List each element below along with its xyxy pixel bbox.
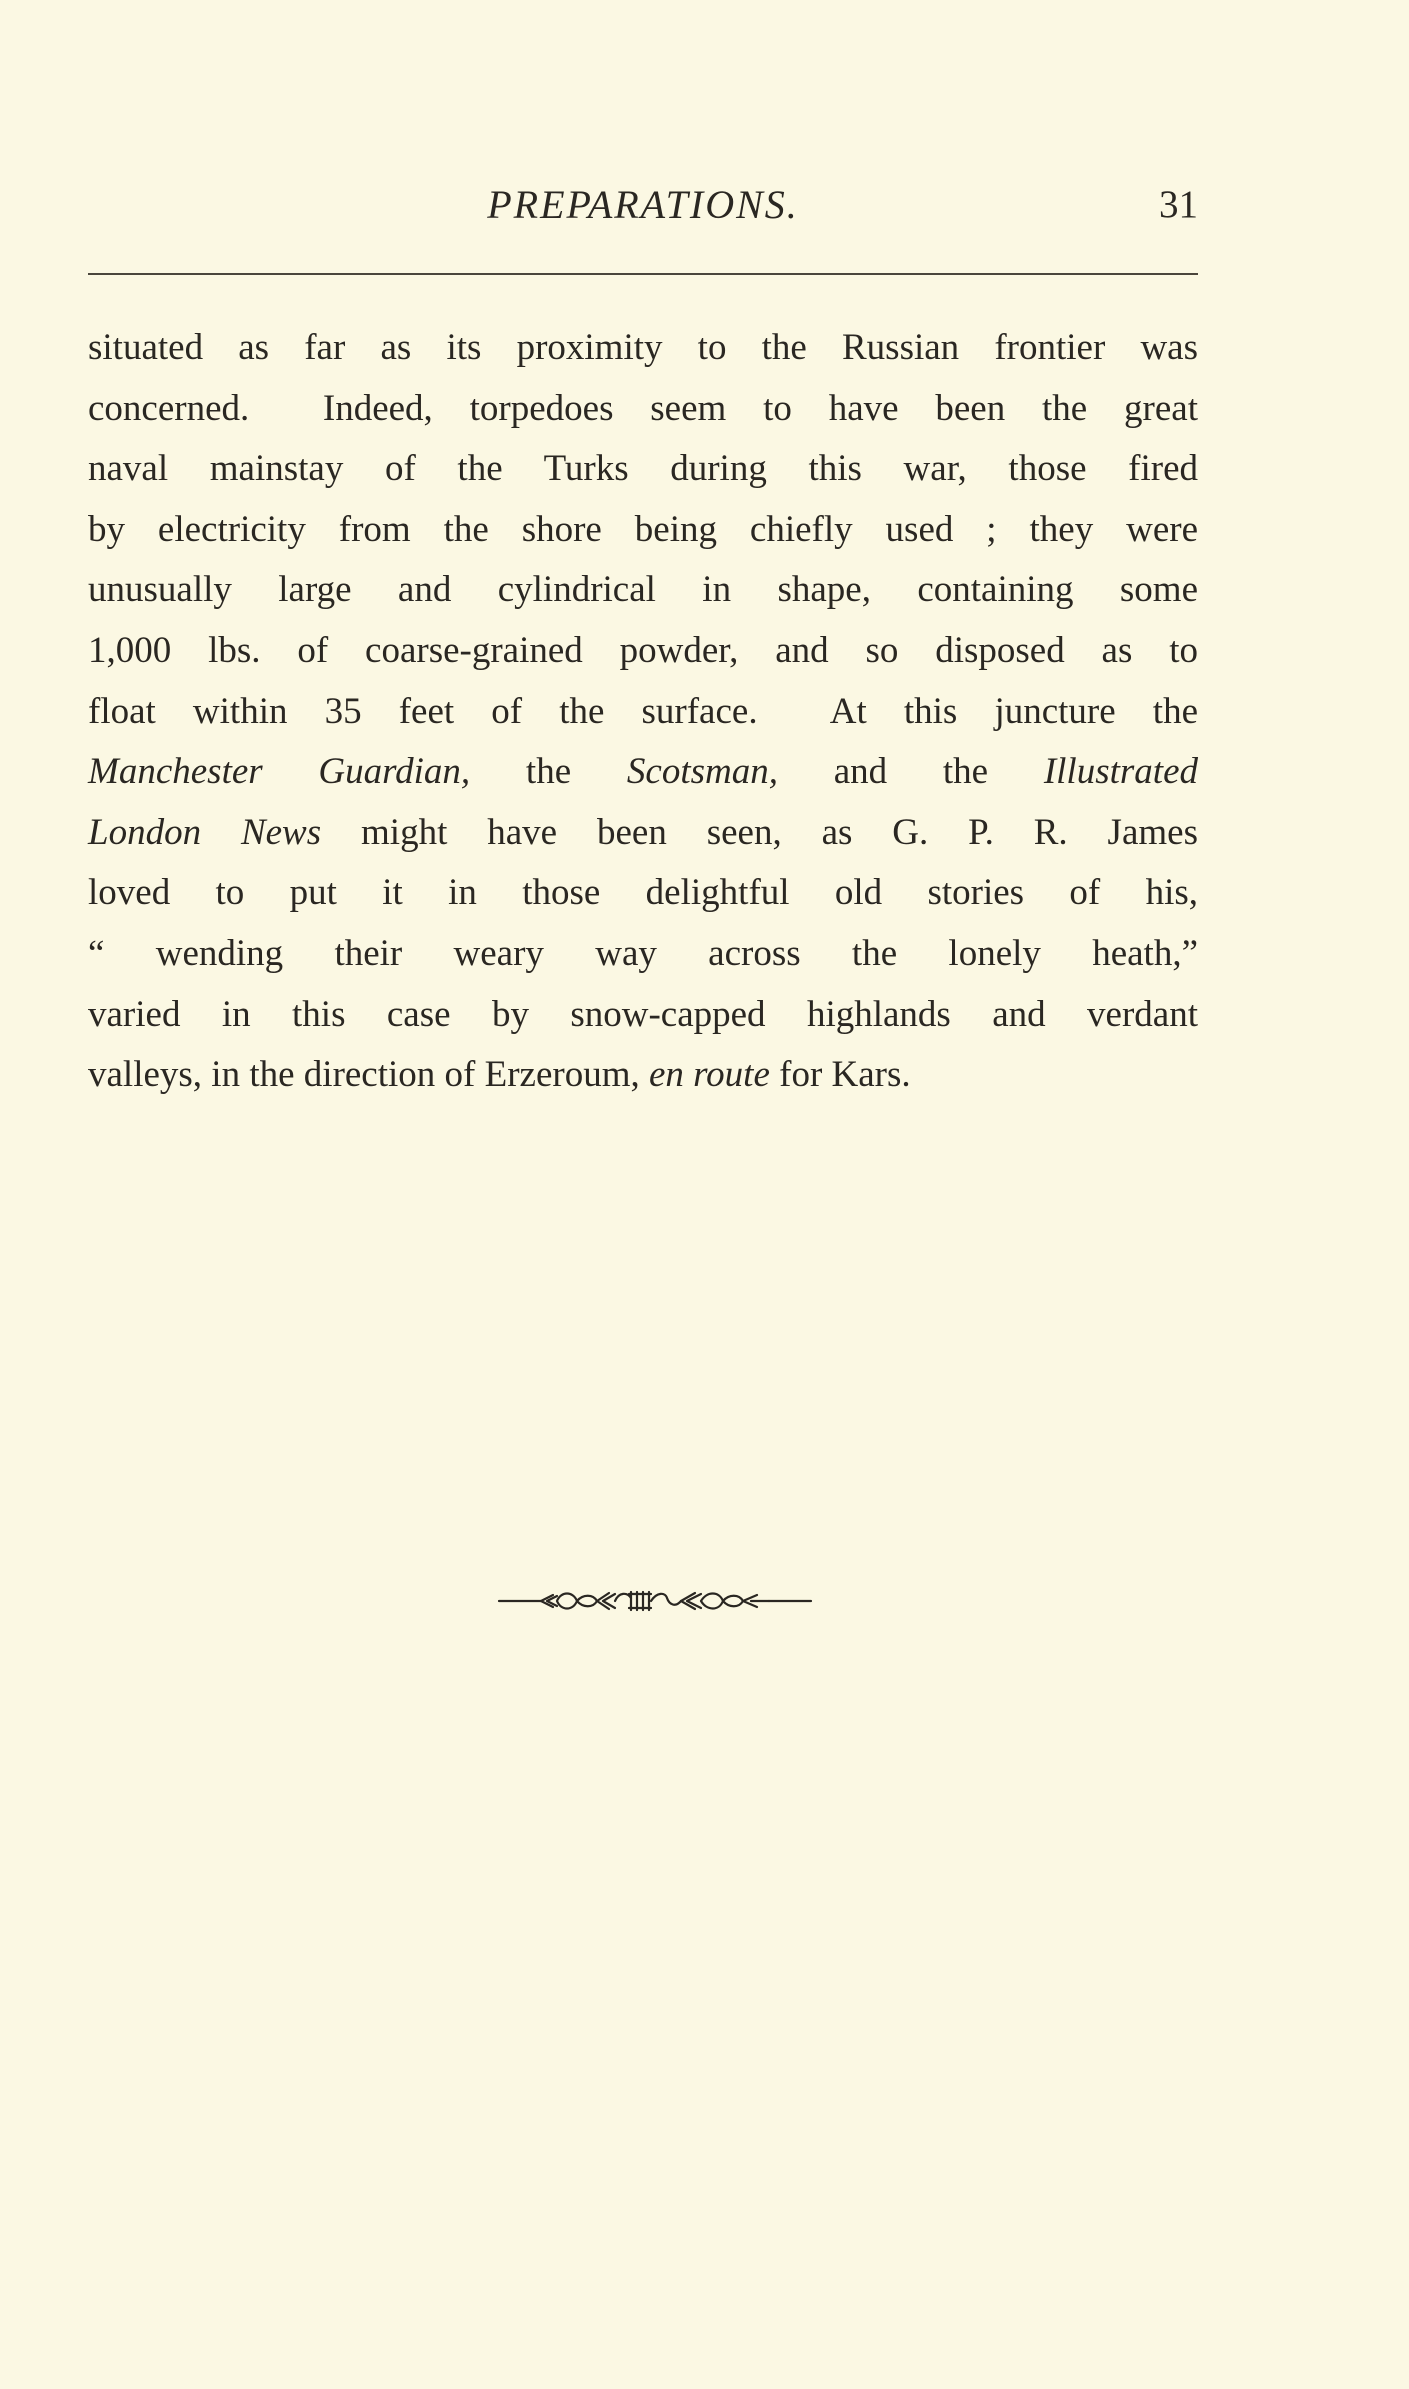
italic-title-text: Scotsman, xyxy=(626,751,778,793)
text-segment: by electricity from the shore being chiefly used ; they were xyxy=(88,508,1198,550)
text-line xyxy=(88,621,1198,682)
running-head xyxy=(88,175,1198,235)
running-title: PREPARATIONS. xyxy=(487,182,799,227)
text-segment: situated as far as its proximity to the Russian frontier was xyxy=(88,327,1198,368)
text-segment: might have been seen, as G. P. R. James xyxy=(321,811,1198,853)
text-line xyxy=(88,560,1198,621)
text-line xyxy=(88,500,1198,561)
text-segment: loved to put it in those delightful old stories of his, xyxy=(88,872,1198,914)
text-segment: for Kars. xyxy=(769,1054,911,1096)
italic-title-text: Illustrated xyxy=(1043,751,1198,793)
text-line xyxy=(88,318,1198,379)
text-line xyxy=(88,682,1198,743)
text-line xyxy=(88,924,1198,985)
text-segment: varied in this case by snow-capped highlands and verdant xyxy=(88,993,1198,1035)
italic-title-text: en route xyxy=(648,1054,770,1096)
page-number: 31 xyxy=(1159,183,1198,226)
body-paragraph xyxy=(88,318,1198,1106)
text-segment: “ wending their weary way across the lonely heath,” xyxy=(88,932,1198,974)
text-segment: and the xyxy=(777,751,1044,793)
text-segment: valleys, in the direction of Erzeroum, xyxy=(88,1054,649,1096)
text-line xyxy=(88,379,1198,440)
text-segment: float within 35 feet of the surface. At this juncture the xyxy=(88,690,1198,732)
decorative-flourish-icon xyxy=(497,1586,813,1616)
text-line xyxy=(88,803,1198,864)
text-line xyxy=(88,439,1198,500)
header-rule xyxy=(88,273,1198,275)
text-segment: unusually large and cylindrical in shape, containing some xyxy=(88,569,1198,611)
text-segment: 1,000 lbs. of coarse-grained powder, and so disposed as to xyxy=(88,629,1198,671)
text-line xyxy=(88,985,1198,1046)
text-line xyxy=(88,742,1198,803)
text-segment: naval mainstay of the Turks during this war, those fired xyxy=(88,448,1198,490)
text-segment: the xyxy=(470,751,627,793)
text-segment: concerned. Indeed, torpedoes seem to have been the great xyxy=(88,387,1198,429)
italic-title-text: London News xyxy=(88,811,322,853)
text-line xyxy=(88,1045,1198,1106)
italic-title-text: Manchester Guardian, xyxy=(88,751,471,793)
text-line xyxy=(88,863,1198,924)
